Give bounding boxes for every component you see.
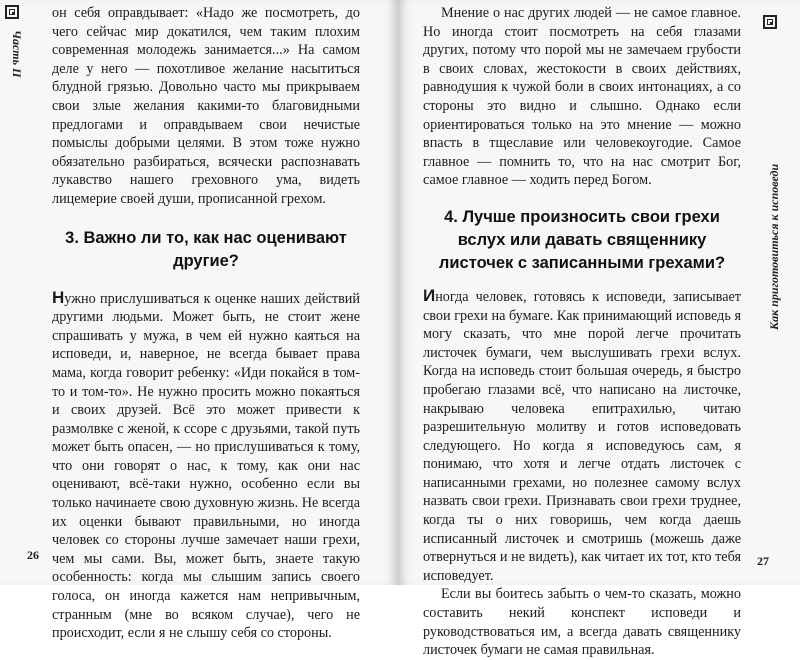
ornament-icon (763, 15, 777, 29)
right-text-column (423, 4, 741, 660)
page-number-right: 27 (757, 554, 769, 568)
right-paragraph-2-text: ногда человек, готовясь к исповеди, записывает свои грехи на бумаге. Как принимающий исповедь я могу сказать, что мне порой легче прочитать листочек бумаги, чем выслушивать грехи вслух. Когда на исповедь стоит большая очередь, я быстро пробегаю глазами всё, что написано на листочке, накрываю человека епитрахилью, читаю разрешительную молитву и готов исповедовать следующего. Но когда я исповедуюсь сам, я понимаю, что хотя и легче отдать листочек с написанными грехами, но полезнее самому вслух назвать свои грехи. Признавать свои грехи труднее, когда ты о них говоришь, чем когда даешь исписанный листочек и смотришь (можешь даже отвернуться и не видеть), как читает их тот, кто тебя исповедует. (423, 288, 741, 584)
left-page (0, 0, 398, 642)
ornament-icon (5, 5, 19, 19)
drop-cap: Н (52, 287, 65, 307)
right-paragraph-3: Если вы боитесь забыть о чем-то сказать, можно составить некий конспект исповеди и руководствоваться им, а всегда давать священнику листочек бумаги не самая правильная. (423, 586, 741, 659)
section-heading-3: 3. Важно ли то, как нас оценивают другие? (65, 228, 347, 270)
drop-cap: И (423, 285, 436, 305)
left-paragraph-2 (52, 289, 360, 643)
left-text-column (52, 4, 360, 643)
section-heading-4: 4. Лучше произносить свои грехи вслух или давать священнику листочек с записанными грехами? (438, 207, 726, 272)
right-paragraph-2 (423, 287, 741, 586)
left-paragraph-1: он себя оправдывает: «Надо же посмотреть, до чего сейчас мир докатился, чем таким плохим современная молодежь занимается...» На самом деле у него — похотливое желание насытиться блудной грязью. Довольно часто мы прикрываем свои злые желания какими-то благовидными предлогами и оправдываем свои нечистые помыслы добрыми целями. В этом тоже нужно обязательно разбираться, всячески распознавать лукавство нашего греховного ума, видеть лицемерие своей души, прописанной грехом. (52, 5, 360, 207)
running-head-right: Как приготовиться к исповеди (767, 163, 781, 330)
running-head-left: Часть II (10, 30, 24, 78)
page-number-left: 26 (27, 548, 39, 562)
left-paragraph-2-text: ужно прислушиваться к оценке наших действий другими людьми. Может быть, не стоит жене спрашивать у мужа, в чем ей нужно каяться на исповеди, и, наверное, не всегда бывает права мама, когда говорит ребенку: «Иди покайся в том-то и том-то». Не нужно просить можно покаяться и своих друзей. Всё это может привести к размолвке с женой, к ссоре с друзьями, такой путь может быть опасен, — но прислушиваться к тому, что они говорят о нас, к тому, как они нас оценивают, всё-таки нужно, особенно если вы только начинаете свою духовную жизнь. Не всегда их оценки бывают правильными, но иногда человек со стороны лучше замечает наши грехи, чем мы сами. Вы, может быть, знаете такую особенность: когда мы слышим запись своего голоса, он иногда кажется нам непривычным, странным (мне во всяком случае), чего не происходит, если я не слышу себя со стороны. (52, 290, 360, 642)
right-paragraph-1: Мнение о нас других людей — не самое главное. Но иногда стоит посмотреть на себя глазами других, потому что порой мы не замечаем грубости в своих словах, жестокости в своих действиях, равнодушия к чужой боли в своих интонациях, а со стороны это видно и слышно. Однако если ориентироваться только на это мнение — можно впасть в тщеславие или человекоугодие. Самое главное — помнить то, что на нас смотрит Бог, самое главное — ходить перед Богом. (423, 5, 741, 189)
